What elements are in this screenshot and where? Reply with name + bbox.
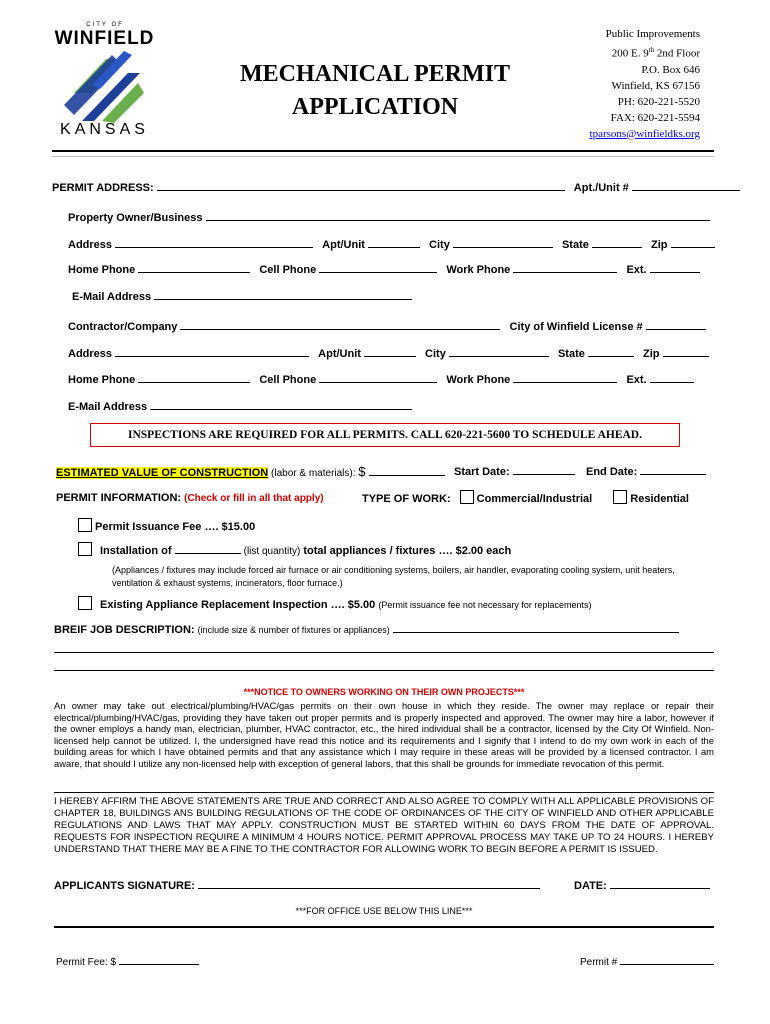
replacement-note: (Permit issuance fee not necessary for replacements) bbox=[378, 600, 592, 610]
office-phone: PH: 620-221-5520 bbox=[617, 95, 700, 108]
contractor-email-label: E-Mail Address bbox=[68, 401, 148, 413]
owner-work-field[interactable] bbox=[513, 262, 617, 273]
estimate-label: ESTIMATED VALUE OF CONSTRUCTION bbox=[56, 467, 269, 479]
owner-apt-label: Apt/Unit bbox=[322, 239, 365, 251]
job-description-line-2[interactable] bbox=[54, 652, 714, 653]
contractor-city-label: City bbox=[425, 348, 446, 360]
installation-quantity-field[interactable] bbox=[175, 543, 241, 554]
contractor-apt-label: Apt/Unit bbox=[318, 348, 361, 360]
owner-home-field[interactable] bbox=[138, 262, 250, 273]
owner-label: Property Owner/Business bbox=[68, 212, 203, 224]
replacement-row bbox=[78, 596, 591, 611]
permit-info-row bbox=[56, 492, 324, 504]
signature-label: APPLICANTS SIGNATURE: bbox=[54, 880, 195, 892]
logo-state-name: KANSAS bbox=[60, 121, 149, 138]
type-of-work-row bbox=[362, 490, 689, 505]
apt-unit-label: Apt./Unit # bbox=[573, 182, 629, 194]
inspection-notice-text: INSPECTIONS ARE REQUIRED FOR ALL PERMITS. CALL 620-221-5600 TO SCHEDULE AHEAD. bbox=[128, 429, 642, 441]
header-divider bbox=[52, 150, 714, 152]
office-use-divider-label: ***FOR OFFICE USE BELOW THIS LINE*** bbox=[295, 906, 473, 916]
contractor-cell-label: Cell Phone bbox=[259, 374, 317, 386]
owner-zip-field[interactable] bbox=[671, 237, 715, 248]
city-logo bbox=[52, 22, 157, 140]
permit-address-row bbox=[52, 180, 740, 194]
office-street bbox=[540, 42, 700, 62]
owner-address-row bbox=[68, 237, 715, 251]
estimate-dollar: $ bbox=[358, 464, 366, 479]
contractor-ext-field[interactable] bbox=[650, 372, 694, 383]
contractor-state-label: State bbox=[557, 348, 585, 360]
contractor-work-field[interactable] bbox=[513, 372, 617, 383]
form-title-line2: APPLICATION bbox=[291, 94, 459, 120]
sign-date-field[interactable] bbox=[610, 878, 710, 889]
issuance-fee-checkbox[interactable] bbox=[78, 518, 92, 532]
contractor-email-field[interactable] bbox=[150, 399, 412, 410]
form-title-line1: MECHANICAL PERMIT bbox=[239, 61, 510, 87]
job-description-line-3[interactable] bbox=[54, 670, 714, 671]
permit-number-field[interactable] bbox=[620, 954, 714, 965]
job-description-field[interactable] bbox=[393, 622, 679, 633]
owner-email-field[interactable] bbox=[154, 289, 412, 300]
contractor-email-row bbox=[68, 399, 412, 413]
owner-email-label: E-Mail Address bbox=[72, 291, 152, 303]
end-date-label: End Date: bbox=[586, 466, 638, 478]
estimate-field[interactable] bbox=[369, 465, 445, 476]
commercial-checkbox[interactable] bbox=[460, 490, 474, 504]
license-label: City of Winfield License # bbox=[509, 321, 643, 333]
affirmation-text: I HEREBY AFFIRM THE ABOVE STATEMENTS ARE TRUE AND CORRECT AND ALSO AGREE TO COMPLY WITH ALL APPLICABLE PROVISIONS OF CHAPTER 18, BUILDINGS ANS BUILDING REGULATIONS OF THE CODE OF ORDINANCES OF THE CITY OF WINFIELD AND OTHER APPLICABLE REGULATIONS AND LAWS THAT MAY APPLY. CONSTRUCTION MUST BE STARTED WITHIN 60 DAYS FROM THE DATE OF APPROVAL. REQUESTS FOR INSPECTION REQUIRE A MINIMUM 4 HOURS NOTICE. PERMIT APPROVAL PROCESS MAY TAKE UP TO 24 HOURS. I HEREBY UNDERSTAND THAT THERE MAY BE A FINE TO THE CONTRACTOR FOR ALLOWING WORK TO BEGIN BEFORE A PERMIT IS ISSUED. bbox=[54, 796, 714, 855]
permit-fee-row bbox=[56, 954, 199, 968]
owner-cell-label: Cell Phone bbox=[259, 264, 317, 276]
start-date-field[interactable] bbox=[513, 464, 575, 475]
type-of-work-label: TYPE OF WORK: bbox=[362, 493, 451, 505]
permit-info-label: PERMIT INFORMATION: bbox=[56, 492, 182, 504]
contractor-city-field[interactable] bbox=[449, 346, 549, 357]
logo-city-name: WINFIELD bbox=[54, 28, 155, 49]
office-contact bbox=[540, 26, 700, 142]
end-date-field[interactable] bbox=[640, 464, 706, 475]
signature-field[interactable] bbox=[198, 878, 540, 889]
permit-address-field[interactable] bbox=[157, 180, 565, 191]
permit-number-label: Permit # bbox=[580, 957, 618, 968]
owner-home-label: Home Phone bbox=[68, 264, 136, 276]
permit-fee-field[interactable] bbox=[119, 954, 199, 965]
owner-cell-field[interactable] bbox=[319, 262, 437, 273]
estimate-row bbox=[56, 464, 445, 479]
replacement-checkbox[interactable] bbox=[78, 596, 92, 610]
contractor-address-row bbox=[68, 346, 709, 360]
owner-notice-body: An owner may take out electrical/plumbing/HVAC/gas permits on their own house in which they reside. The owner may replace or repair their electrical/plumbing/HVAC/gas, providing they have taken out proper permits and is properly inspected and approved. The owner may hire a labor, however if the owner employs a handy man, electrician, plumber, HVAC contractor, etc., the hired individual shall be a contractor, licensed by the City Of Winfield. Non-licensed help cannot be utilized. I, the undersigned have read this notice and its requirements and I signify that I intend to do my own work in each of the building areas for which I have obtained permits and that any assistance which I may require in these areas will be provided by a licensed contractor. I am aware, that should I utilize any non-licensed help with exception of general labors, that this shall be grounds for immediate revocation of this permit. bbox=[54, 700, 714, 769]
job-description-row bbox=[54, 622, 679, 636]
office-street-number: 200 E. 9 bbox=[611, 47, 649, 60]
owner-state-field[interactable] bbox=[592, 237, 642, 248]
permit-info-note: (Check or fill in all that apply) bbox=[184, 493, 324, 504]
permit-fee-label: Permit Fee: $ bbox=[56, 957, 117, 968]
installation-label: Installation of bbox=[100, 545, 172, 557]
form-title bbox=[210, 58, 540, 124]
start-date-label: Start Date: bbox=[454, 466, 510, 478]
logo-graphic bbox=[52, 49, 157, 127]
contractor-address-label: Address bbox=[68, 348, 113, 360]
contractor-field[interactable] bbox=[180, 319, 500, 330]
owner-notice-title: ***NOTICE TO OWNERS WORKING ON THEIR OWN PROJECTS*** bbox=[243, 687, 525, 697]
replacement-label: Existing Appliance Replacement Inspection …. $5.00 bbox=[100, 599, 376, 611]
sign-date-label: DATE: bbox=[574, 880, 607, 892]
residential-label: Residential bbox=[630, 493, 689, 505]
installation-note: (list quantity) bbox=[243, 546, 301, 557]
permit-number-row bbox=[580, 954, 714, 968]
owner-address-field[interactable] bbox=[115, 237, 313, 248]
owner-address-label: Address bbox=[68, 239, 113, 251]
installation-description: (Appliances / fixtures may include forced air furnace or air conditioning systems, boilers, air handler, evaporating cooling system, unit heaters, ventilation & exhaust systems, incinerators, floor furnace.) bbox=[112, 565, 675, 588]
sign-date-row bbox=[574, 878, 710, 892]
contractor-zip-label: Zip bbox=[642, 348, 660, 360]
notice-divider bbox=[54, 792, 714, 793]
contractor-phone-row bbox=[68, 372, 694, 386]
job-description-note: (include size & number of fixtures or appliances) bbox=[197, 625, 390, 635]
installation-checkbox[interactable] bbox=[78, 542, 92, 556]
job-description-label: BREIF JOB DESCRIPTION: bbox=[54, 624, 195, 636]
logo-city-of: CITY OF bbox=[86, 22, 124, 28]
contractor-home-label: Home Phone bbox=[68, 374, 136, 386]
permit-address-label: PERMIT ADDRESS: bbox=[52, 182, 154, 194]
residential-checkbox[interactable] bbox=[613, 490, 627, 504]
contractor-apt-field[interactable] bbox=[364, 346, 416, 357]
office-street-floor: 2nd Floor bbox=[654, 47, 700, 60]
installation-row bbox=[78, 542, 511, 557]
contractor-ext-label: Ext. bbox=[626, 374, 647, 386]
end-date-row bbox=[586, 464, 706, 478]
owner-work-label: Work Phone bbox=[446, 264, 511, 276]
owner-field[interactable] bbox=[206, 210, 710, 221]
contractor-work-label: Work Phone bbox=[446, 374, 511, 386]
owner-row bbox=[68, 210, 710, 224]
owner-state-label: State bbox=[561, 239, 589, 251]
start-date-row bbox=[454, 464, 575, 478]
contractor-cell-field[interactable] bbox=[319, 372, 437, 383]
owner-zip-label: Zip bbox=[650, 239, 668, 251]
owner-apt-field[interactable] bbox=[368, 237, 420, 248]
contractor-address-field[interactable] bbox=[115, 346, 309, 357]
contractor-zip-field[interactable] bbox=[663, 346, 709, 357]
owner-ext-field[interactable] bbox=[650, 262, 700, 273]
issuance-fee-row bbox=[78, 518, 255, 533]
owner-ext-label: Ext. bbox=[626, 264, 647, 276]
inspection-notice-box bbox=[90, 423, 680, 447]
owner-city-label: City bbox=[429, 239, 450, 251]
office-use-divider bbox=[54, 926, 714, 928]
office-city: Winfield, KS 67156 bbox=[611, 79, 700, 92]
installation-fee-label: total appliances / fixtures …. $2.00 each bbox=[303, 545, 512, 557]
owner-phone-row bbox=[68, 262, 700, 276]
header-divider-thin bbox=[52, 156, 714, 157]
contractor-row bbox=[68, 319, 706, 333]
office-fax: FAX: 620-221-5594 bbox=[610, 111, 700, 124]
office-street-suffix: th bbox=[648, 46, 655, 54]
issuance-fee-label: Permit Issuance Fee …. $15.00 bbox=[95, 521, 256, 533]
office-email-link[interactable]: tparsons@winfieldks.org bbox=[589, 127, 700, 140]
office-po: P.O. Box 646 bbox=[641, 63, 700, 76]
owner-email-row bbox=[72, 289, 412, 303]
commercial-label: Commercial/Industrial bbox=[476, 493, 593, 505]
contractor-home-field[interactable] bbox=[138, 372, 250, 383]
office-dept: Public Improvements bbox=[605, 28, 700, 40]
estimate-note: (labor & materials): bbox=[268, 468, 359, 479]
signature-row bbox=[54, 878, 540, 892]
license-field[interactable] bbox=[646, 319, 706, 330]
apt-unit-field[interactable] bbox=[632, 180, 740, 191]
contractor-state-field[interactable] bbox=[588, 346, 634, 357]
owner-city-field[interactable] bbox=[453, 237, 553, 248]
contractor-label: Contractor/Company bbox=[68, 321, 178, 333]
